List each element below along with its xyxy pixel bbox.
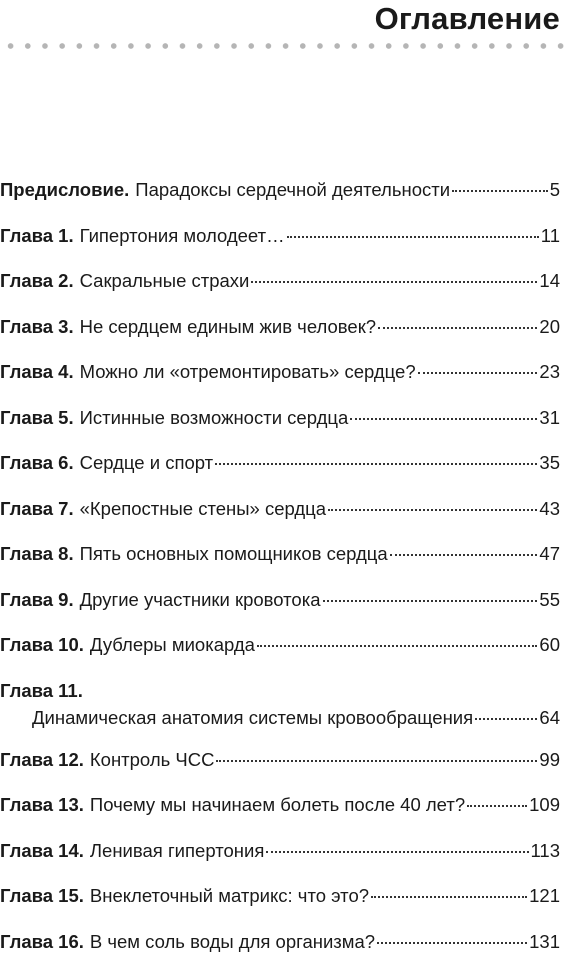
toc-title: Гипертония молодеет… [80, 220, 285, 252]
dot-leader [418, 372, 538, 374]
dot-leader [371, 896, 527, 898]
toc-label: Глава 12. [0, 744, 84, 776]
toc-entry-chapter-16[interactable] [0, 926, 560, 971]
toc-entry-chapter-15[interactable] [0, 880, 560, 926]
dot-leader [390, 554, 538, 556]
toc-page-number: 64 [539, 705, 560, 731]
toc-page-number: 113 [531, 835, 561, 867]
toc-entry-chapter-6[interactable] [0, 447, 560, 493]
toc-page-number: 5 [550, 174, 560, 206]
dot-leader [323, 600, 538, 602]
toc-label: Глава 6. [0, 447, 74, 479]
toc-title: Истинные возможности сердца [80, 402, 349, 434]
dot-leader [257, 645, 537, 647]
dot-leader [350, 418, 537, 420]
toc-entry-chapter-12[interactable] [0, 744, 560, 790]
dot-leader [287, 236, 539, 238]
toc-page-number: 47 [539, 538, 560, 570]
table-of-contents [0, 174, 560, 971]
toc-page-number: 60 [539, 629, 560, 661]
toc-title: Парадоксы сердечной деятельности [135, 174, 450, 206]
toc-page-number: 109 [529, 789, 560, 821]
toc-page-number: 35 [539, 447, 560, 479]
toc-page-number: 121 [529, 880, 560, 912]
toc-page-number: 55 [539, 584, 560, 616]
toc-label: Глава 9. [0, 584, 74, 616]
toc-entry-chapter-13[interactable] [0, 789, 560, 835]
toc-title: Пять основных помощников сердца [80, 538, 388, 570]
toc-entry-chapter-10[interactable] [0, 629, 560, 675]
toc-entry-chapter-1[interactable] [0, 220, 560, 266]
toc-label: Глава 2. [0, 265, 74, 297]
toc-entry-preface[interactable] [0, 174, 560, 220]
toc-page-number: 99 [539, 744, 560, 776]
toc-title: Не сердцем единым жив человек? [80, 311, 376, 343]
toc-page-number: 31 [539, 402, 560, 434]
toc-page-number: 11 [541, 220, 560, 252]
page-title: Оглавление [375, 0, 560, 38]
toc-title: В чем соль воды для организма? [90, 926, 375, 958]
dot-leader [251, 281, 537, 283]
toc-title: Внеклеточный матрикс: что это? [90, 880, 369, 912]
toc-label: Глава 1. [0, 220, 74, 252]
dot-leader [452, 190, 548, 192]
toc-entry-chapter-14[interactable] [0, 835, 560, 881]
toc-label: Глава 4. [0, 356, 74, 388]
toc-title: «Крепостные стены» сердца [80, 493, 326, 525]
toc-label: Глава 13. [0, 789, 84, 821]
toc-page-number: 14 [539, 265, 560, 297]
toc-title: Другие участники кровотока [80, 584, 321, 616]
toc-page-number: 43 [539, 493, 560, 525]
toc-entry-chapter-5[interactable] [0, 402, 560, 448]
dot-leader [216, 760, 537, 762]
toc-page-number: 131 [529, 926, 560, 958]
toc-entry-chapter-3[interactable] [0, 311, 560, 357]
dot-leader [328, 509, 537, 511]
toc-label: Предисловие. [0, 174, 129, 206]
toc-entry-chapter-2[interactable] [0, 265, 560, 311]
dot-leader [378, 327, 537, 329]
toc-label: Глава 5. [0, 402, 74, 434]
toc-title: Почему мы начинаем болеть после 40 лет? [90, 789, 465, 821]
toc-title: Ленивая гипертония [90, 835, 264, 867]
dot-leader [266, 851, 528, 853]
toc-label: Глава 10. [0, 629, 84, 661]
toc-label: Глава 8. [0, 538, 74, 570]
toc-label: Глава 15. [0, 880, 84, 912]
toc-page-number: 23 [539, 356, 560, 388]
toc-label: Глава 16. [0, 926, 84, 958]
toc-title: Можно ли «отремонтировать» сердце? [80, 356, 416, 388]
toc-title: Сакральные страхи [80, 265, 250, 297]
toc-entry-chapter-11[interactable] [0, 675, 560, 731]
toc-label: Глава 7. [0, 493, 74, 525]
toc-label: Глава 14. [0, 835, 84, 867]
toc-entry-chapter-7[interactable] [0, 493, 560, 539]
toc-entry-chapter-8[interactable] [0, 538, 560, 584]
toc-title: Контроль ЧСС [90, 744, 215, 776]
dotted-divider [0, 43, 564, 49]
dot-leader [215, 463, 537, 465]
toc-title: Динамическая анатомия системы кровообращения [32, 705, 473, 731]
toc-page-number: 20 [539, 311, 560, 343]
toc-entry-chapter-4[interactable] [0, 356, 560, 402]
dot-leader [475, 718, 537, 720]
toc-entry-chapter-9[interactable] [0, 584, 560, 630]
toc-label: Глава 11. [0, 680, 83, 701]
toc-label: Глава 3. [0, 311, 74, 343]
toc-title: Сердце и спорт [80, 447, 214, 479]
toc-title: Дублеры миокарда [90, 629, 255, 661]
dot-leader [467, 805, 527, 807]
dot-leader [377, 942, 527, 944]
